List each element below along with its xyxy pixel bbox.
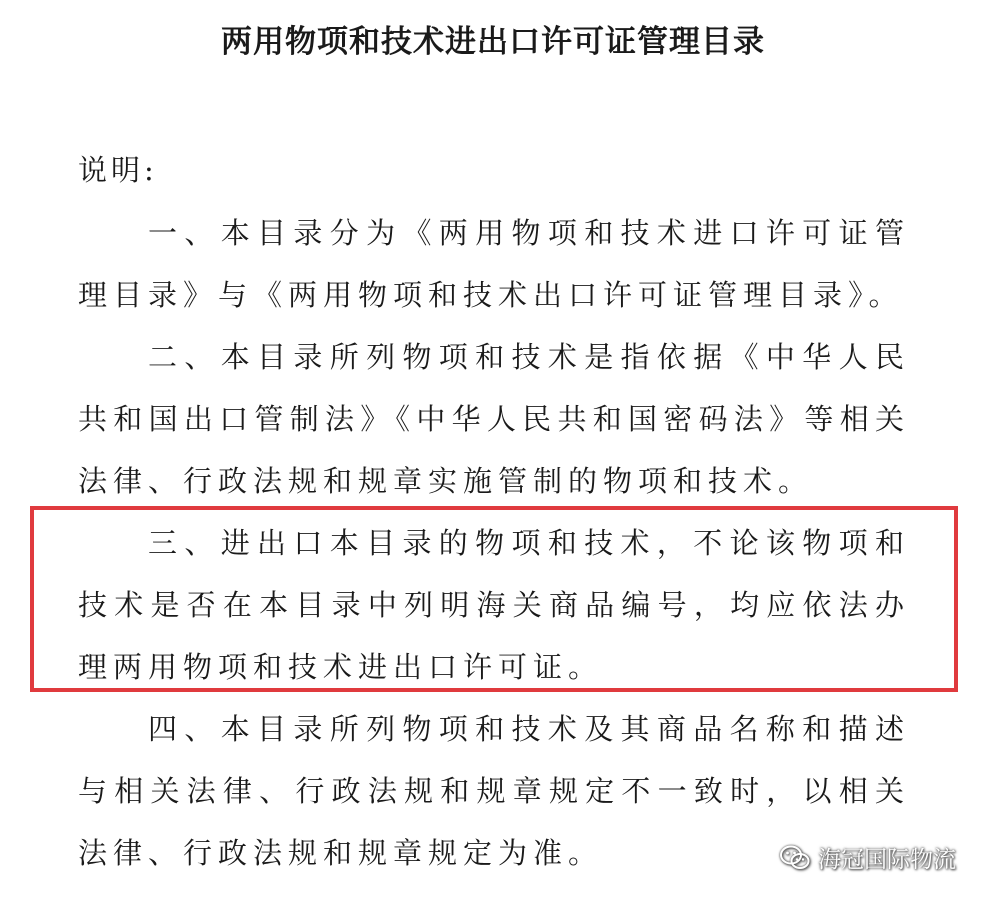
intro-label: 说明: <box>78 153 158 187</box>
paragraph-2: 二、本目录所列物项和技术是指依据《中华人民共和国出口管制法》《中华人民共和国密码法》等相关法律、行政法规和规章实施管制的物项和技术。 <box>78 340 910 498</box>
highlight-box <box>30 506 958 692</box>
paragraph-3-highlighted: 三、进出口本目录的物项和技术，不论该物项和技术是否在本目录中列明海关商品编号，均应依法办理两用物项和技术进出口许可证。 <box>78 526 910 684</box>
document-title: 两用物项和技术进出口许可证管理目录 <box>221 24 765 60</box>
watermark-text: 海冠国际物流 <box>818 847 956 873</box>
wechat-icon <box>780 845 810 871</box>
watermark <box>780 841 956 874</box>
paragraph-1: 一、本目录分为《两用物项和技术进口许可证管理目录》与《两用物项和技术出口许可证管理目录》。 <box>78 216 910 312</box>
paragraph-4: 四、本目录所列物项和技术及其商品名称和描述与相关法律、行政法规和规章规定不一致时，以相关法律、行政法规和规章规定为准。 <box>78 712 910 870</box>
